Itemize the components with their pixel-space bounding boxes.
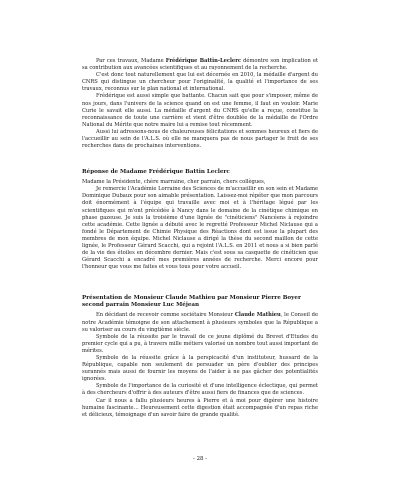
- paragraph: Aussi lui adressons-nous de chaleureuses félicitations et sommes heureux et fiers de l'accueillir au sein de l'A.L.S. où elle ne manquera pas de nous partager le fruit de ses recherches dans de prochaines interventions.: [82, 128, 318, 150]
- paragraph: Car il nous a fallu plusieurs heures à Pierre et à moi pour digérer une histoire humaine fascinante… Heureusement cette digestion était accompagnée d'un repas riche et délicieux, témoignage d'un savoir faire de grande qualité.: [82, 397, 318, 418]
- section-heading: Réponse de Madame Frédérique Battin Leclerc: [82, 169, 230, 175]
- response-section: [82, 169, 318, 271]
- paragraph: Symbole de l'importance de la curiosité et d'une intelligence éclectique, qui permet à des chercheurs d'offrir à des auteurs d'être aussi fiers de finances que de sciences.: [82, 383, 318, 397]
- section-heading: Présentation de Monsieur Claude Mathieu par Monsieur Pierre Boyer: [82, 295, 301, 301]
- paragraph: [82, 58, 318, 72]
- text-run: Par ces travaux, Madame: [96, 58, 166, 64]
- section-subheading: second parrain Monsieur Luc Méjean: [82, 302, 200, 309]
- paragraph: [82, 312, 318, 333]
- paragraph: Frédérique est aussi simple que battante. Chacun sait que pour s'imposer, même de nos jours, dans l'univers de la science quand on est une femme, il faut en vouloir. Marie Curie le savait elle aussi. La médaille d'argent du CNRS qu'elle a reçue, constitue la reconnaissance de toute une carrière et vient d'être doublée de la médaille de l'Ordre National du Mérite que notre maire lui a remise tout récemment.: [82, 93, 318, 128]
- paragraph: Symbole de la réussite par le travail de ce jeune diplômé du Brevet d'Etudes du premier cycle qui a pu, à travers mille métiers valorisé un nombre tout aussi important de mérites.: [82, 333, 318, 354]
- text-run: , le Conseil de notre Académie témoigne de son attachement à plusieurs symboles que la République a su valoriser au cours du vingtième siècle.: [82, 312, 318, 333]
- paragraph: C'est donc tout naturellement que lui est décernée en 2010, la médaille d'argent du CNRS qui distingue un chercheur pour l'originalité, la qualité et l'importance de ses travaux, reconnus sur le plan national et international.: [82, 72, 318, 93]
- paragraph: Symbole de la réussite grâce à la perspicacité d'un instituteur, hussard de la République, capable non seulement de persuader un père d'oublier des principes surannés mais aussi de fournir les moyens de l'aider à ne pas gâcher des potentialités ignorées.: [82, 354, 318, 383]
- intro-section: [82, 58, 318, 150]
- person-name: Frédérique Battin-Leclerc: [165, 58, 242, 64]
- presentation-section: [82, 295, 318, 419]
- paragraph: Je remercie l'Académie Lorraine des Sciences de m'accueillir en son sein et Madame Dominique Dubaux pour son aimable présentation. Laissez-moi répéter que mon parcours doit énormément à l'équipe qui travaille avec moi et à l'héritage légué par les scientifiques qui m'ont précédée à Nancy dans le domaine de la cinétique chimique en phase gazeuse. Je suis la troisième d'une lignée de "cinéticiens" Nancéens à rejoindre cette académie. Cette lignée a débuté avec le regretté Professeur Michel Niclause qui a fondé le Département de Chimie Physique des Réactions dont est issue la plupart des membres de mon équipe. Michel Niclause a dirigé la thèse du second maillon de cette lignée, le Professeur Gérard Scacchi, qui a rejoint l'A.L.S. en 2011 et nous a si bien parlé de la vie des étoiles en décembre dernier. Mais c'est sous sa casquette de cinéticien que Gérard Scacchi a encadré mes premières années de recherche. Merci encore pour l'honneur que vous me faites et vous tous pour votre accueil.: [82, 186, 318, 271]
- page-number: - 28 -: [193, 456, 207, 462]
- text-run: En décidant de recevoir comme sociétaire Monsieur: [96, 312, 235, 319]
- text-run: démontre son implication et sa contribution aux avancées scientifiques et au rayonnement de la recherche.: [82, 58, 318, 72]
- salutation: Madame la Présidente, chère marraine, cher parrain, chers collègues,: [82, 179, 266, 186]
- person-name: Claude Mathieu: [234, 312, 281, 319]
